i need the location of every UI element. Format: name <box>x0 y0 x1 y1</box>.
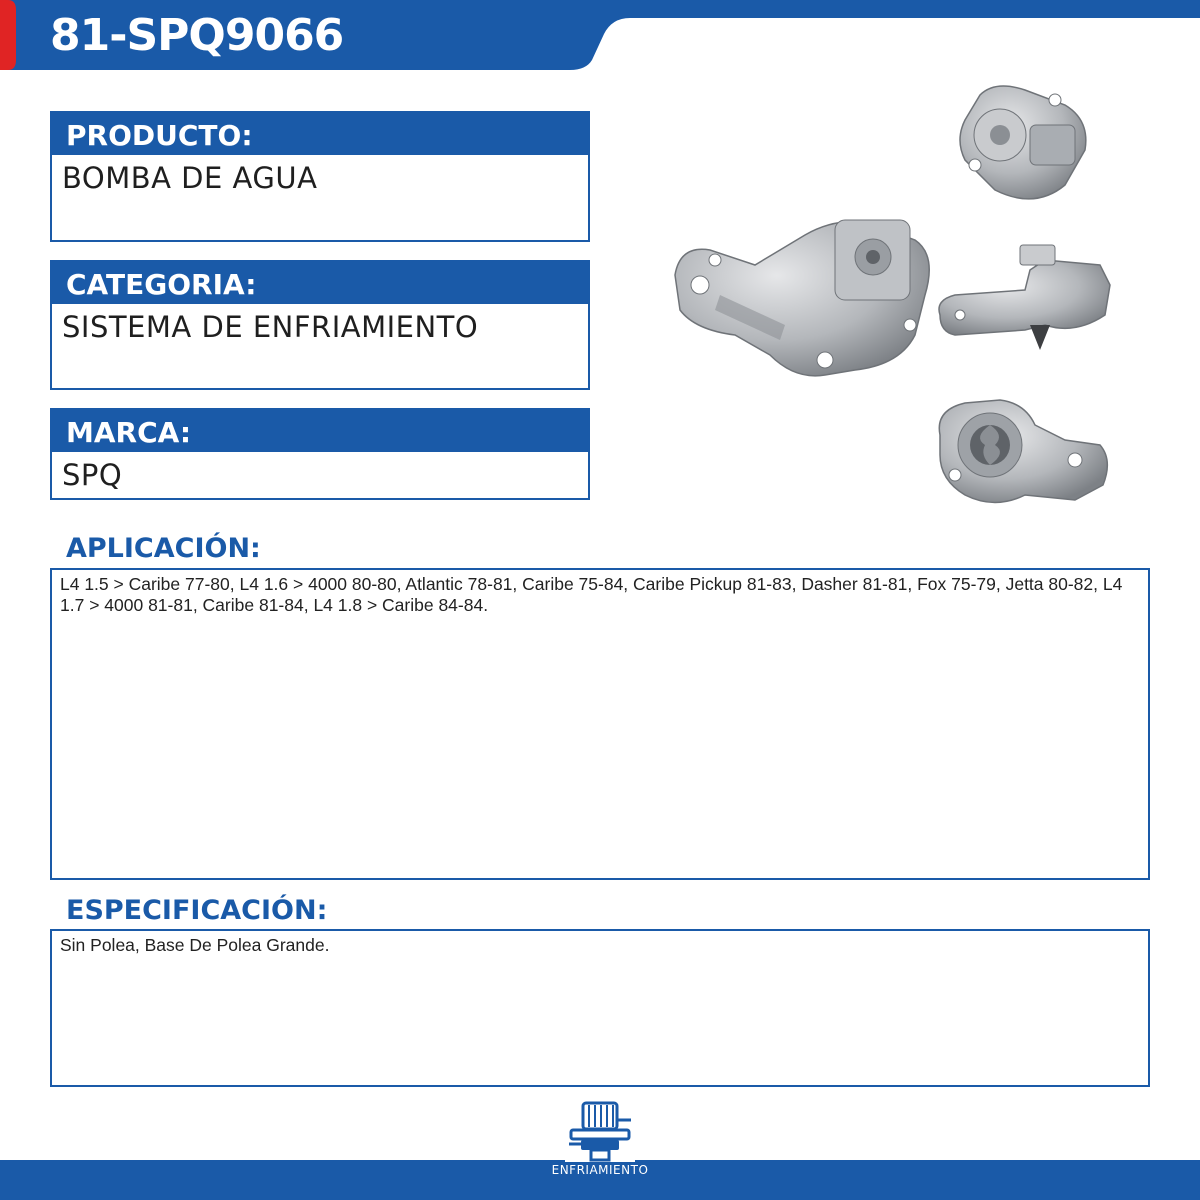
pump-photo-side <box>939 245 1110 350</box>
pump-photo-main <box>675 220 929 376</box>
field-marca <box>50 408 590 500</box>
field-value: SISTEMA DE ENFRIAMIENTO <box>50 304 590 390</box>
pump-photo-top <box>960 86 1086 199</box>
application-title: APLICACIÓN: <box>66 533 261 564</box>
product-photos <box>670 75 1120 525</box>
field-categoria <box>50 260 590 390</box>
red-accent-tab <box>0 0 16 70</box>
field-label: MARCA: <box>50 408 590 452</box>
application-text: L4 1.5 > Caribe 77-80, L4 1.6 > 4000 80-80, Atlantic 78-81, Caribe 75-84, Caribe Pickup 81-83, Dasher 81-81, Fox 75-79, Jetta 80-82, L4 1.7 > 4000 81-81, Caribe 81-84, L4 1.8 > Caribe 84-84. <box>50 568 1150 880</box>
part-number-title: 81-SPQ9066 <box>50 10 344 61</box>
pump-photo-back <box>939 400 1107 503</box>
field-label: PRODUCTO: <box>50 111 590 155</box>
specification-title: ESPECIFICACIÓN: <box>66 895 328 926</box>
specification-text: Sin Polea, Base De Polea Grande. <box>50 929 1150 1087</box>
radiator-icon <box>565 1100 635 1162</box>
footer-category-label: ENFRIAMIENTO <box>551 1163 649 1177</box>
field-value: BOMBA DE AGUA <box>50 155 590 242</box>
field-value: SPQ <box>50 452 590 500</box>
field-producto <box>50 111 590 242</box>
field-label: CATEGORIA: <box>50 260 590 304</box>
